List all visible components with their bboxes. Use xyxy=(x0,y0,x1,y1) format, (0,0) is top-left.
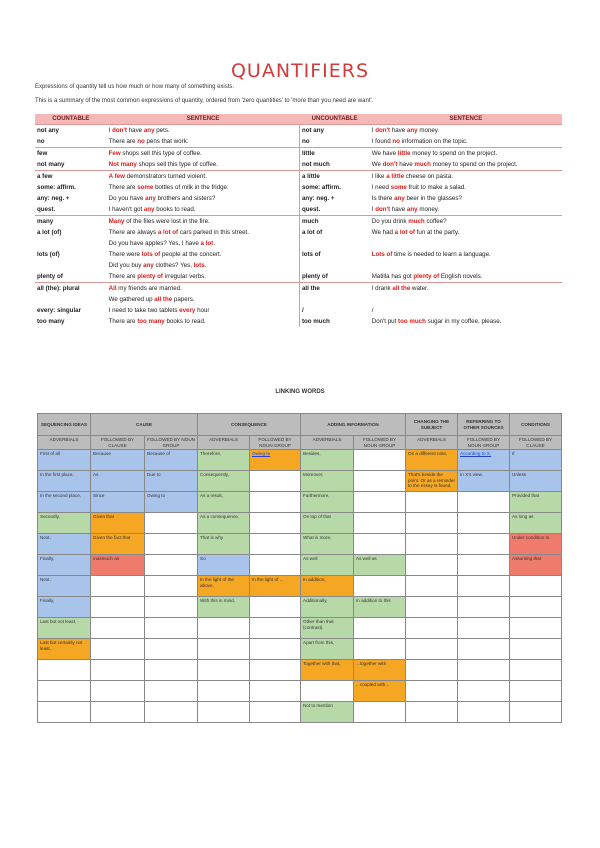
quant-row xyxy=(35,260,562,271)
linking-cell: Owing to xyxy=(145,492,198,513)
linking-cell xyxy=(250,702,301,723)
linking-cell: Assuming that xyxy=(510,555,562,576)
quant-row xyxy=(35,182,562,193)
linking-cell xyxy=(38,702,91,723)
quantifier-highlight: any xyxy=(406,127,418,134)
linking-cell: Besides, xyxy=(301,450,354,471)
quantifier-highlight: a lot xyxy=(200,240,214,247)
linking-cell xyxy=(406,618,458,639)
quant-row xyxy=(35,249,562,260)
quantifier-term: quest. xyxy=(299,204,369,216)
linking-subheader: ADVERBIALS xyxy=(406,436,458,450)
quantifier-highlight: no xyxy=(137,138,145,145)
linking-cell: Other than that (contrast) xyxy=(301,618,354,639)
quantifier-term: any: neg. + xyxy=(299,193,369,204)
linking-cell: On top of that xyxy=(301,513,354,534)
quant-row xyxy=(35,171,562,183)
quantifier-highlight: too much xyxy=(398,318,426,325)
linking-cell xyxy=(91,681,145,702)
linking-cell: Under condition to xyxy=(510,534,562,555)
quantifier-highlight: some xyxy=(137,184,154,191)
intro-line-2: This is a summary of the most common expressions of quantity, ordered from 'zero quantities' to 'more than you need are want'. xyxy=(35,98,374,104)
linking-row xyxy=(38,618,562,639)
example-sentence: I need some fruit to make a salad. xyxy=(371,184,466,191)
linking-cell: Additionally, xyxy=(301,597,354,618)
linking-cell: ...together with xyxy=(354,660,406,681)
quantifier-term xyxy=(35,294,107,305)
linking-cell xyxy=(250,555,301,576)
linking-cell xyxy=(250,618,301,639)
linking-cell: As a consequence, xyxy=(198,513,250,534)
linking-row xyxy=(38,660,562,681)
example-sentence: We gathered up all the papers. xyxy=(108,296,195,303)
example-sentence: Do you have any brothers and sisters? xyxy=(108,195,216,202)
example-sentence: There are too many books to read. xyxy=(108,318,206,325)
linking-row xyxy=(38,597,562,618)
quantifier-highlight: don't xyxy=(375,127,391,134)
linking-cell: What is more, xyxy=(301,534,354,555)
quant-row xyxy=(35,305,562,316)
quantifier-term: some: affirm. xyxy=(299,182,369,193)
quantifier-term: plenty of xyxy=(299,271,369,283)
linking-cell xyxy=(145,660,198,681)
linking-row xyxy=(38,639,562,660)
linking-category-header: SEQUENCING IDEAS xyxy=(38,414,91,436)
linking-cell xyxy=(198,660,250,681)
linking-cell xyxy=(458,555,510,576)
quantifier-highlight: any xyxy=(406,206,418,213)
quant-row xyxy=(35,136,562,148)
quantifier-term: quest. xyxy=(37,206,56,213)
quantifier-highlight: all the xyxy=(392,285,411,292)
linking-category-header: ADDING INFORMATION xyxy=(301,414,406,436)
quantifier-term: / xyxy=(299,305,369,316)
quantifier-highlight: Many xyxy=(108,218,125,225)
quantifier-term: not many xyxy=(37,161,65,168)
linking-row xyxy=(38,513,562,534)
quantifier-term: not much xyxy=(299,159,369,171)
quantifier-term: little xyxy=(299,148,369,160)
example-sentence: Few shops sell this type of coffee. xyxy=(107,148,300,160)
linking-cell xyxy=(145,702,198,723)
quantifier-term: all (the): plural xyxy=(35,283,107,295)
linking-cell xyxy=(91,597,145,618)
linking-words-table xyxy=(37,413,562,723)
quantifier-highlight: A few xyxy=(108,173,125,180)
linking-cell: Next, xyxy=(38,534,91,555)
linking-cell xyxy=(145,681,198,702)
linking-cell: Furthermore, xyxy=(301,492,354,513)
example-sentence: We have little money to spend on the project. xyxy=(370,148,562,160)
linking-cell xyxy=(354,513,406,534)
quantifier-highlight: every xyxy=(179,307,196,314)
linking-words-title: LINKING WORDS xyxy=(275,389,325,395)
quant-row xyxy=(35,204,562,216)
quantifier-highlight: any xyxy=(394,195,405,202)
linking-cell xyxy=(354,576,406,597)
quantifier-term: no xyxy=(299,136,369,148)
quant-row xyxy=(35,227,562,238)
quantifier-highlight: all the xyxy=(154,296,173,303)
linking-cell xyxy=(250,639,301,660)
example-sentence: Matilla has got plenty of English novels. xyxy=(371,273,483,280)
linking-cell xyxy=(354,492,406,513)
example-sentence: Lots of time is needed to learn a language. xyxy=(371,251,491,258)
linking-cell: In X's view, xyxy=(458,471,510,492)
linking-cell xyxy=(91,618,145,639)
linking-cell xyxy=(510,597,562,618)
quantifier-term: a lot of xyxy=(299,227,369,238)
example-sentence: Is there any beer in the glasses? xyxy=(371,195,462,202)
linking-cell xyxy=(38,660,91,681)
quant-header-0: COUNTABLE xyxy=(35,114,107,125)
linking-cell: Due to xyxy=(145,471,198,492)
linking-cell: Finally, xyxy=(38,597,91,618)
linking-cell xyxy=(458,618,510,639)
quantifier-term: much xyxy=(299,216,369,228)
example-sentence: Do you drink much coffee? xyxy=(370,216,562,228)
quantifier-highlight: lots of xyxy=(141,251,161,258)
linking-cell xyxy=(406,597,458,618)
linking-cell xyxy=(145,555,198,576)
linking-row xyxy=(38,576,562,597)
linking-cell xyxy=(198,639,250,660)
page-title: QUANTIFIERS xyxy=(230,60,370,82)
example-sentence: We don't have much money to spend on the project. xyxy=(371,161,518,168)
quantifier-highlight: no xyxy=(392,138,400,145)
quant-row xyxy=(35,238,562,249)
linking-cell: In the light of ... xyxy=(250,576,301,597)
linking-cell: Because of xyxy=(145,450,198,471)
linking-cell xyxy=(510,576,562,597)
linking-cell xyxy=(406,513,458,534)
example-sentence: I need to take two tablets every hour xyxy=(108,307,210,314)
quant-row xyxy=(35,294,562,305)
linking-cell xyxy=(406,555,458,576)
linking-subheader: FOLLOWED BY CLAUSE xyxy=(510,436,562,450)
quantifier-highlight: Lots of xyxy=(371,251,393,258)
quantifier-term: no xyxy=(37,138,45,145)
linking-subheader: ADVERBIALS xyxy=(198,436,250,450)
linking-cell xyxy=(145,576,198,597)
linking-cell: Secondly, xyxy=(38,513,91,534)
linking-row xyxy=(38,450,562,471)
linking-category-header: CONDITIONS xyxy=(510,414,562,436)
linking-cell: ...coupled with... xyxy=(354,681,406,702)
linking-cell xyxy=(198,702,250,723)
linking-cell xyxy=(458,597,510,618)
quantifier-term: lots (of) xyxy=(37,251,60,258)
quant-header-1: SENTENCE xyxy=(107,114,300,125)
linking-row xyxy=(38,471,562,492)
linking-cell xyxy=(250,513,301,534)
quantifier-term xyxy=(299,294,369,305)
linking-cell xyxy=(406,660,458,681)
linking-cell: Finally, xyxy=(38,555,91,576)
quantifier-highlight: little xyxy=(397,150,411,157)
linking-subheader: FOLLOWED BY NOUN GROUP xyxy=(354,436,406,450)
example-sentence xyxy=(370,238,562,249)
linking-cell xyxy=(145,639,198,660)
linking-cell: So xyxy=(198,555,250,576)
linking-cell xyxy=(458,702,510,723)
quantifier-highlight: Few xyxy=(108,150,121,157)
linking-cell xyxy=(510,702,562,723)
linking-cell xyxy=(354,471,406,492)
quantifier-highlight: a lot of xyxy=(157,229,179,236)
linking-cell xyxy=(354,618,406,639)
quant-row xyxy=(35,125,562,137)
linking-cell xyxy=(406,492,458,513)
example-sentence: Did you buy any clothes? Yes, lots. xyxy=(108,262,207,269)
linking-cell xyxy=(250,450,301,471)
linking-cell xyxy=(458,450,510,471)
linking-cell: Since xyxy=(91,492,145,513)
quant-row xyxy=(35,283,562,295)
linking-cell: Given the fact that xyxy=(91,534,145,555)
linking-cell: In the first place, xyxy=(38,471,91,492)
linking-cell: First of all xyxy=(38,450,91,471)
linking-cell xyxy=(458,681,510,702)
linking-cell xyxy=(145,618,198,639)
linking-cell xyxy=(91,702,145,723)
quant-row xyxy=(35,271,562,283)
linking-cell xyxy=(458,576,510,597)
quantifier-highlight: a little xyxy=(386,173,405,180)
linking-cell xyxy=(510,639,562,660)
linking-cell xyxy=(250,597,301,618)
linking-cell: As well as xyxy=(354,555,406,576)
linking-cell: As xyxy=(91,471,145,492)
quantifier-highlight: any xyxy=(143,206,155,213)
quantifier-highlight: too many xyxy=(137,318,165,325)
quant-row xyxy=(35,216,562,228)
quantifier-term: all the xyxy=(299,283,369,295)
linking-cell: Because xyxy=(91,450,145,471)
quantifier-highlight: much xyxy=(414,161,431,168)
linking-cell xyxy=(145,513,198,534)
quant-header-3: SENTENCE xyxy=(370,114,562,125)
example-sentence: I don't have any pets. xyxy=(107,125,300,137)
linking-cell xyxy=(250,471,301,492)
linking-subheader: FOLLOWED BY NOUN GROUP xyxy=(250,436,301,450)
quantifier-term: a few xyxy=(35,171,107,183)
quantifier-highlight: plenty of xyxy=(137,273,163,280)
quantifier-highlight: a lot of xyxy=(394,229,415,236)
linking-cell: On a different note, xyxy=(406,450,458,471)
linking-cell: As a result, xyxy=(198,492,250,513)
linking-cell xyxy=(91,639,145,660)
quantifier-term: not any xyxy=(35,125,107,137)
example-sentence: There are no pens that work. xyxy=(108,138,189,145)
linking-cell xyxy=(145,534,198,555)
linking-cell: Last but not least, xyxy=(38,618,91,639)
quantifier-highlight: don't xyxy=(112,127,127,134)
linking-cell xyxy=(354,534,406,555)
linking-cell xyxy=(354,450,406,471)
linking-cell xyxy=(406,576,458,597)
example-sentence: We had a lot of fun at the party. xyxy=(371,229,460,236)
linking-cell xyxy=(301,681,354,702)
linking-cell xyxy=(354,702,406,723)
linking-cell xyxy=(510,681,562,702)
quantifier-term: few xyxy=(35,148,107,160)
quantifier-term: a little xyxy=(299,171,369,183)
quantifier-term: lots of xyxy=(299,249,369,260)
quantifier-highlight: lots xyxy=(193,262,205,269)
quantifier-term: some: affirm. xyxy=(37,184,76,191)
linking-cell xyxy=(458,639,510,660)
linking-subheader: FOLLOWED BY NOUN GROUP xyxy=(145,436,198,450)
linking-cell: That's beside the point. Or as a reminder to the essay is found, xyxy=(406,471,458,492)
example-sentence: There are always a lot of cars parked in this street. xyxy=(108,229,249,236)
linking-cell: Provided that xyxy=(510,492,562,513)
quant-row xyxy=(35,316,562,327)
intro-line-1: Expressions of quantity tell us how much or how many of something exists. xyxy=(35,84,235,90)
linking-cell xyxy=(510,660,562,681)
linking-subheader: FOLLOWED BY NOUN GROUP xyxy=(458,436,510,450)
linking-cell xyxy=(458,534,510,555)
linking-cell xyxy=(250,681,301,702)
quantifier-term: a lot (of) xyxy=(37,229,62,236)
example-sentence: All my friends are married. xyxy=(107,283,300,295)
linking-cell: With this in mind, xyxy=(198,597,250,618)
linking-category-header: REFERRING TO OTHER SOURCES xyxy=(458,414,510,436)
example-sentence: A few demonstrators turned violent. xyxy=(107,171,300,183)
linking-cell xyxy=(406,681,458,702)
quantifier-term: too much xyxy=(299,316,369,327)
linking-cell: Next, xyxy=(38,576,91,597)
linking-cell xyxy=(198,681,250,702)
quantifier-highlight: All xyxy=(108,285,117,292)
linking-cell xyxy=(91,576,145,597)
linking-cell: Not to mention xyxy=(301,702,354,723)
example-sentence xyxy=(370,260,562,271)
linking-subheader: FOLLOWED BY CLAUSE xyxy=(91,436,145,450)
linking-cell xyxy=(510,618,562,639)
example-sentence: I haven't got any books to read. xyxy=(108,206,196,213)
quant-header-2: UNCOUNTABLE xyxy=(299,114,369,125)
quantifier-term: too many xyxy=(37,318,65,325)
linking-cell: In addition, xyxy=(301,576,354,597)
linking-subheader: ADVERBIALS xyxy=(301,436,354,450)
linking-cell xyxy=(406,702,458,723)
linking-link[interactable]: According to X, xyxy=(460,451,492,456)
example-sentence xyxy=(370,294,562,305)
example-sentence: I drank all the water. xyxy=(370,283,562,295)
linking-cell xyxy=(354,639,406,660)
quant-row xyxy=(35,193,562,204)
linking-cell: Therefore, xyxy=(198,450,250,471)
quantifier-highlight: plenty of xyxy=(413,273,440,280)
linking-cell: Inasmuch as xyxy=(91,555,145,576)
linking-cell xyxy=(198,618,250,639)
quantifier-highlight: don't xyxy=(375,206,391,213)
linking-cell xyxy=(250,534,301,555)
linking-cell: Apart from this, xyxy=(301,639,354,660)
linking-cell: Given that xyxy=(91,513,145,534)
linking-row xyxy=(38,555,562,576)
linking-cell: Moreover, xyxy=(301,471,354,492)
quantifier-term: any: neg. + xyxy=(37,195,70,202)
quantifier-term: many xyxy=(35,216,107,228)
quantifier-term: plenty of xyxy=(37,273,63,280)
quantifier-highlight: any xyxy=(145,195,156,202)
example-sentence: Many of the files were lost in the fire. xyxy=(107,216,300,228)
quantifier-term xyxy=(35,260,107,271)
linking-category-header: CHANGING THE SUBJECT xyxy=(406,414,458,436)
quantifier-highlight: don't xyxy=(382,161,398,168)
example-sentence: I don't have any money. xyxy=(370,125,562,137)
quant-row xyxy=(35,159,562,171)
linking-cell: As long as xyxy=(510,513,562,534)
quantifier-term xyxy=(299,238,369,249)
linking-cell: Consequently, xyxy=(198,471,250,492)
linking-category-header: CAUSE xyxy=(91,414,198,436)
quantifier-term: not any xyxy=(299,125,369,137)
linking-row xyxy=(38,702,562,723)
linking-cell: That is why xyxy=(198,534,250,555)
linking-row xyxy=(38,681,562,702)
quantifier-highlight: any xyxy=(143,262,154,269)
example-sentence: Not many shops sell this type of coffee. xyxy=(108,161,218,168)
linking-cell xyxy=(145,597,198,618)
quantifiers-table xyxy=(35,114,562,327)
linking-cell xyxy=(250,492,301,513)
linking-cell xyxy=(458,660,510,681)
example-sentence: I don't have any money. xyxy=(371,206,440,213)
linking-subheader: ADVERBIALS xyxy=(38,436,91,450)
quantifier-highlight: much xyxy=(408,218,425,225)
quantifier-term xyxy=(299,260,369,271)
quant-row xyxy=(35,148,562,160)
example-sentence: I found no information on the topic. xyxy=(371,138,468,145)
example-sentence: Do you have apples? Yes, I have a lot. xyxy=(108,240,215,247)
example-sentence: There are plenty of irregular verbs. xyxy=(108,273,206,280)
linking-cell: As well xyxy=(301,555,354,576)
quantifier-highlight: some xyxy=(390,184,407,191)
linking-link[interactable]: Owing to xyxy=(252,451,271,456)
linking-cell xyxy=(406,534,458,555)
linking-category-header: CONSEQUENCE xyxy=(198,414,301,436)
linking-cell: Last but certainly not least, xyxy=(38,639,91,660)
quantifier-highlight: Not many xyxy=(108,161,137,168)
quantifier-term xyxy=(35,238,107,249)
linking-cell: If xyxy=(510,450,562,471)
example-sentence: Don't put too much sugar in my coffee, please. xyxy=(371,318,502,325)
quantifier-term: every: singular xyxy=(37,307,82,314)
linking-row xyxy=(38,534,562,555)
linking-cell xyxy=(38,681,91,702)
example-sentence: / xyxy=(371,307,374,314)
linking-cell: In addition to this xyxy=(354,597,406,618)
linking-cell xyxy=(458,492,510,513)
linking-row xyxy=(38,492,562,513)
linking-cell: In the light of the above, xyxy=(198,576,250,597)
quantifier-highlight: any xyxy=(143,127,155,134)
linking-cell: Together with that, xyxy=(301,660,354,681)
linking-cell xyxy=(91,660,145,681)
example-sentence: There are some bottles of milk in the fridge. xyxy=(108,184,229,191)
linking-cell: Unless xyxy=(510,471,562,492)
linking-cell xyxy=(406,639,458,660)
example-sentence: There were lots of people at the concert. xyxy=(108,251,222,258)
linking-cell xyxy=(250,660,301,681)
example-sentence: I like a little cheese on pasta. xyxy=(370,171,562,183)
linking-cell xyxy=(458,513,510,534)
linking-cell: In the second place, xyxy=(38,492,91,513)
